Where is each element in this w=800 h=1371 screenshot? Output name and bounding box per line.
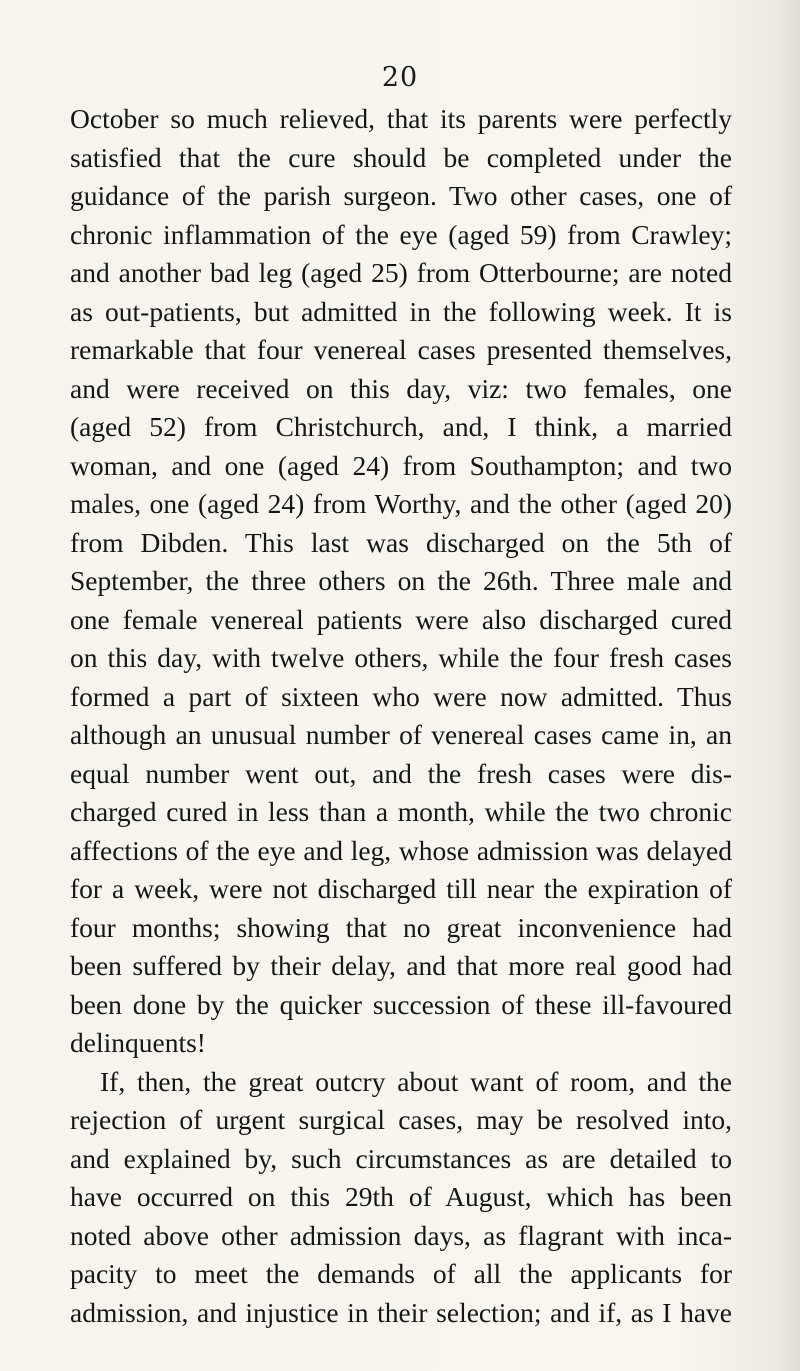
text-line: satisfied that the cure should be completed under the [70,141,732,173]
text-line: from Dibden. This last was discharged on the 5th of [70,526,732,558]
text-line: equal number went out, and the fresh cases were dis- [70,757,732,789]
text-line: males, one (aged 24) from Worthy, and the other (aged 20) [70,488,732,519]
page-number: 20 [381,62,419,93]
text-line: and explained by, such circumstances as are detailed to [70,1142,732,1174]
text-line: delinquents! [70,1027,206,1058]
text-line: affections of the eye and leg, whose admission was delayed [70,834,732,866]
text-line: been done by the quicker succession of these ill-favoured [70,988,732,1020]
text-line: remarkable that four venereal cases presented themselves, [70,334,732,365]
text-line: have occurred on this 29th of August, which has been [70,1181,732,1212]
text-line: (aged 52) from Christchurch, and, I think, a married [70,411,732,442]
text-line: although an unusual number of venereal cases came in, an [70,719,732,750]
text-line: rejection of urgent surgical cases, may be resolved into, [70,1104,732,1135]
text-line: formed a part of sixteen who were now admitted. Thus [70,680,732,712]
text-line: and another bad leg (aged 25) from Otterbourne; are noted [70,257,732,288]
text-line: for a week, were not discharged till near the expiration of [70,873,732,904]
body-text [70,100,732,1332]
text-line: woman, and one (aged 24) from Southampton; and two [70,449,732,481]
text-line: as out-patients, but admitted in the following week. It is [70,295,732,327]
text-line: admission, and injustice in their selection; and if, as I have [70,1296,732,1328]
text-line: If, then, the great outcry about want of room, and the [100,1065,732,1097]
text-line: chronic inflammation of the eye (aged 59) from Crawley; [70,218,732,250]
text-line: September, the three others on the 26th. Three male and [70,565,732,596]
text-line: pacity to meet the demands of all the applicants for [70,1258,732,1289]
text-line: guidance of the parish surgeon. Two other cases, one of [70,180,732,211]
text-line: charged cured in less than a month, while the two chronic [70,796,732,827]
text-line: noted above other admission days, as flagrant with inca- [70,1219,732,1251]
text-line: on this day, with twelve others, while the four fresh cases [70,642,732,673]
text-line: October so much relieved, that its parents were perfectly [70,103,732,134]
text-line: one female venereal patients were also discharged cured [70,603,732,635]
text-line: been suffered by their delay, and that more real good had [70,950,732,981]
text-line: and were received on this day, viz: two females, one [70,372,732,404]
text-line: four months; showing that no great inconvenience had [70,911,732,943]
